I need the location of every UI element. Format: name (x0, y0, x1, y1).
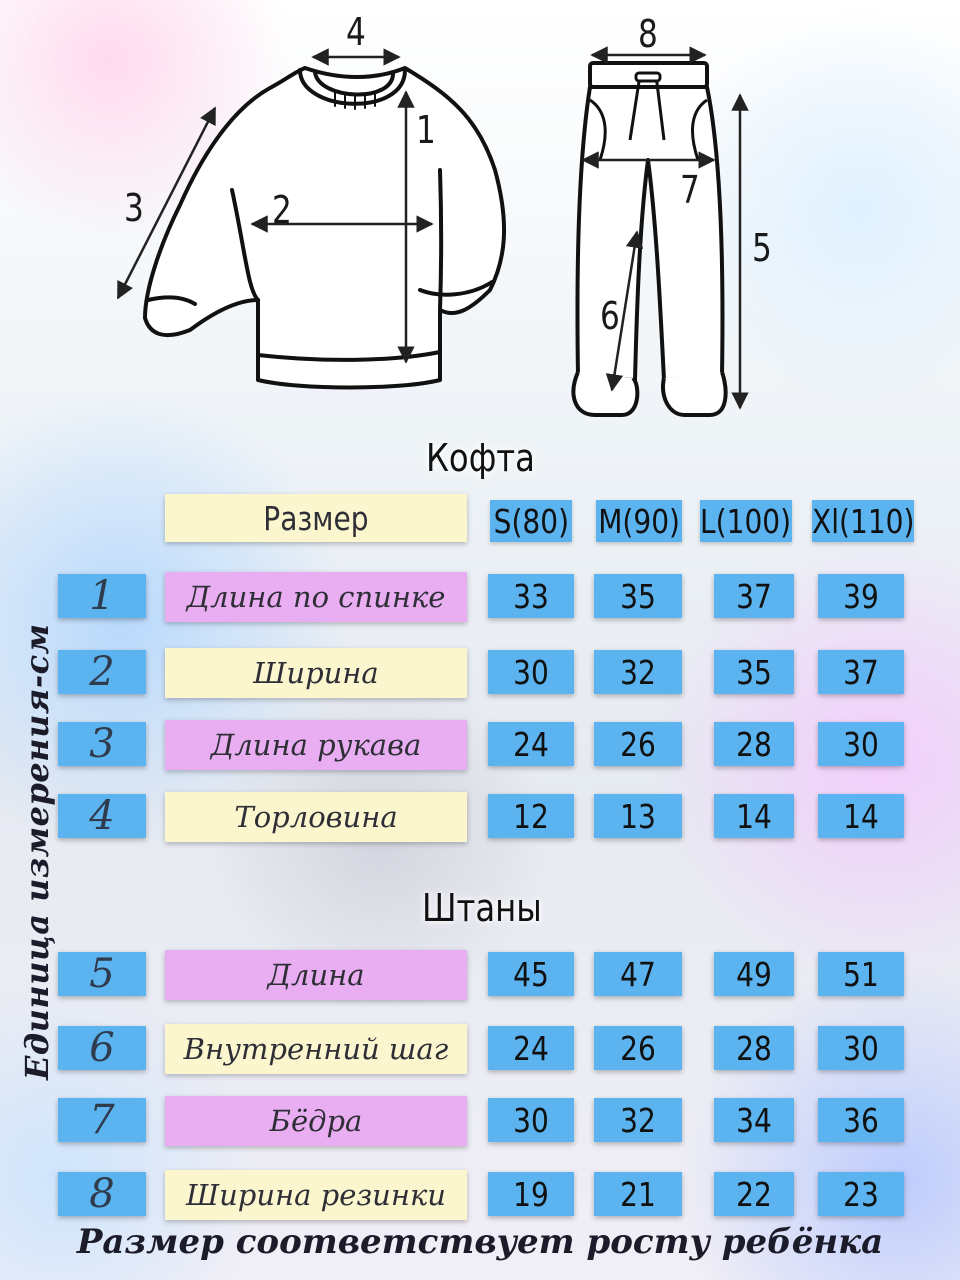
row-value-text: 26 (620, 724, 656, 764)
size-diagram (0, 0, 960, 430)
row-label: Внутренний шаг (165, 1024, 467, 1074)
row-value (818, 794, 904, 838)
row-label: Длина (165, 950, 467, 1000)
row-value-text: 49 (736, 954, 772, 994)
dim-label-5: 5 (752, 226, 772, 270)
row-value (488, 794, 574, 838)
row-value-text: 13 (620, 796, 656, 836)
row-label: Ширина резинки (165, 1170, 467, 1220)
row-number: 4 (58, 794, 146, 838)
row-value (488, 1098, 574, 1142)
row-value-text: 30 (843, 1028, 879, 1068)
dim-label-7: 7 (680, 168, 700, 212)
dim-label-2: 2 (272, 188, 292, 232)
size-col-xl (812, 500, 914, 542)
row-value-text: 21 (620, 1174, 656, 1214)
row-value-text: 24 (513, 724, 549, 764)
row-value (818, 952, 904, 996)
row-value-text: 37 (843, 652, 879, 692)
row-value-text: 12 (513, 796, 549, 836)
row-value (594, 574, 682, 618)
row-value-text: 39 (843, 576, 879, 616)
row-value-text: 51 (843, 954, 879, 994)
row-value (488, 722, 574, 766)
row-value-text: 22 (736, 1174, 772, 1214)
row-value-text: 24 (513, 1028, 549, 1068)
row-number: 1 (58, 574, 146, 618)
row-value-text: 37 (736, 576, 772, 616)
row-value (488, 1026, 574, 1070)
row-value-text: 47 (620, 954, 656, 994)
size-col-s (490, 500, 572, 542)
row-value (818, 650, 904, 694)
row-value-text: 35 (736, 652, 772, 692)
row-value (714, 1098, 794, 1142)
row-value-text: 32 (620, 1100, 656, 1140)
row-value-text: 19 (513, 1174, 549, 1214)
row-value-text: 14 (843, 796, 879, 836)
dim-label-4: 4 (346, 10, 366, 54)
row-value (818, 1098, 904, 1142)
row-number: 2 (58, 650, 146, 694)
row-value-text: 36 (843, 1100, 879, 1140)
row-value-text: 32 (620, 652, 656, 692)
size-col-l (700, 500, 792, 542)
row-value (818, 1172, 904, 1216)
row-value (818, 574, 904, 618)
row-value-text: 45 (513, 954, 549, 994)
row-value (594, 794, 682, 838)
row-label: Ширина (165, 648, 467, 698)
size-col-m-text: M(90) (598, 501, 680, 541)
size-col-s-text: S(80) (493, 501, 569, 541)
row-value (714, 574, 794, 618)
row-value (818, 722, 904, 766)
row-value (818, 1026, 904, 1070)
row-value (488, 574, 574, 618)
row-value-text: 26 (620, 1028, 656, 1068)
size-col-xl-text: Xl(110) (811, 501, 915, 541)
sweater-section-title: Кофта (426, 436, 535, 480)
row-value-text: 30 (843, 724, 879, 764)
row-number: 3 (58, 722, 146, 766)
dim-label-8: 8 (638, 12, 658, 56)
sweater-icon (145, 68, 504, 388)
footer-note: Размер соответствует росту ребёнка (76, 1222, 884, 1262)
row-label: Длина рукава (165, 720, 467, 770)
row-value (488, 1172, 574, 1216)
row-label: Бёдра (165, 1096, 467, 1146)
row-value-text: 34 (736, 1100, 772, 1140)
row-value (594, 1098, 682, 1142)
pants-icon (573, 63, 725, 415)
pants-section-title: Штаны (422, 886, 542, 930)
size-col-l-text: L(100) (700, 501, 792, 541)
row-value (488, 952, 574, 996)
row-value (714, 794, 794, 838)
row-label: Длина по спинке (165, 572, 467, 622)
unit-note: Единица измерения-см (18, 623, 56, 1080)
row-value-text: 14 (736, 796, 772, 836)
row-value (488, 650, 574, 694)
row-value (714, 1026, 794, 1070)
row-value-text: 35 (620, 576, 656, 616)
row-value (714, 952, 794, 996)
row-value (714, 650, 794, 694)
row-value-text: 28 (736, 1028, 772, 1068)
dim-label-6: 6 (600, 294, 620, 338)
row-value (594, 722, 682, 766)
row-label: Торловина (165, 792, 467, 842)
row-value-text: 30 (513, 1100, 549, 1140)
row-value-text: 30 (513, 652, 549, 692)
row-value-text: 33 (513, 576, 549, 616)
dim-label-3: 3 (124, 186, 144, 230)
row-number: 5 (58, 952, 146, 996)
size-col-m (596, 500, 682, 542)
row-value (594, 1172, 682, 1216)
row-value-text: 23 (843, 1174, 879, 1214)
row-value (594, 650, 682, 694)
size-header-label (165, 494, 467, 542)
row-value (714, 1172, 794, 1216)
row-value (594, 1026, 682, 1070)
row-number: 7 (58, 1098, 146, 1142)
size-header-text: Размер (263, 498, 369, 538)
row-value (594, 952, 682, 996)
row-value (714, 722, 794, 766)
dim-label-1: 1 (416, 108, 436, 152)
row-value-text: 28 (736, 724, 772, 764)
row-number: 8 (58, 1172, 146, 1216)
row-number: 6 (58, 1026, 146, 1070)
